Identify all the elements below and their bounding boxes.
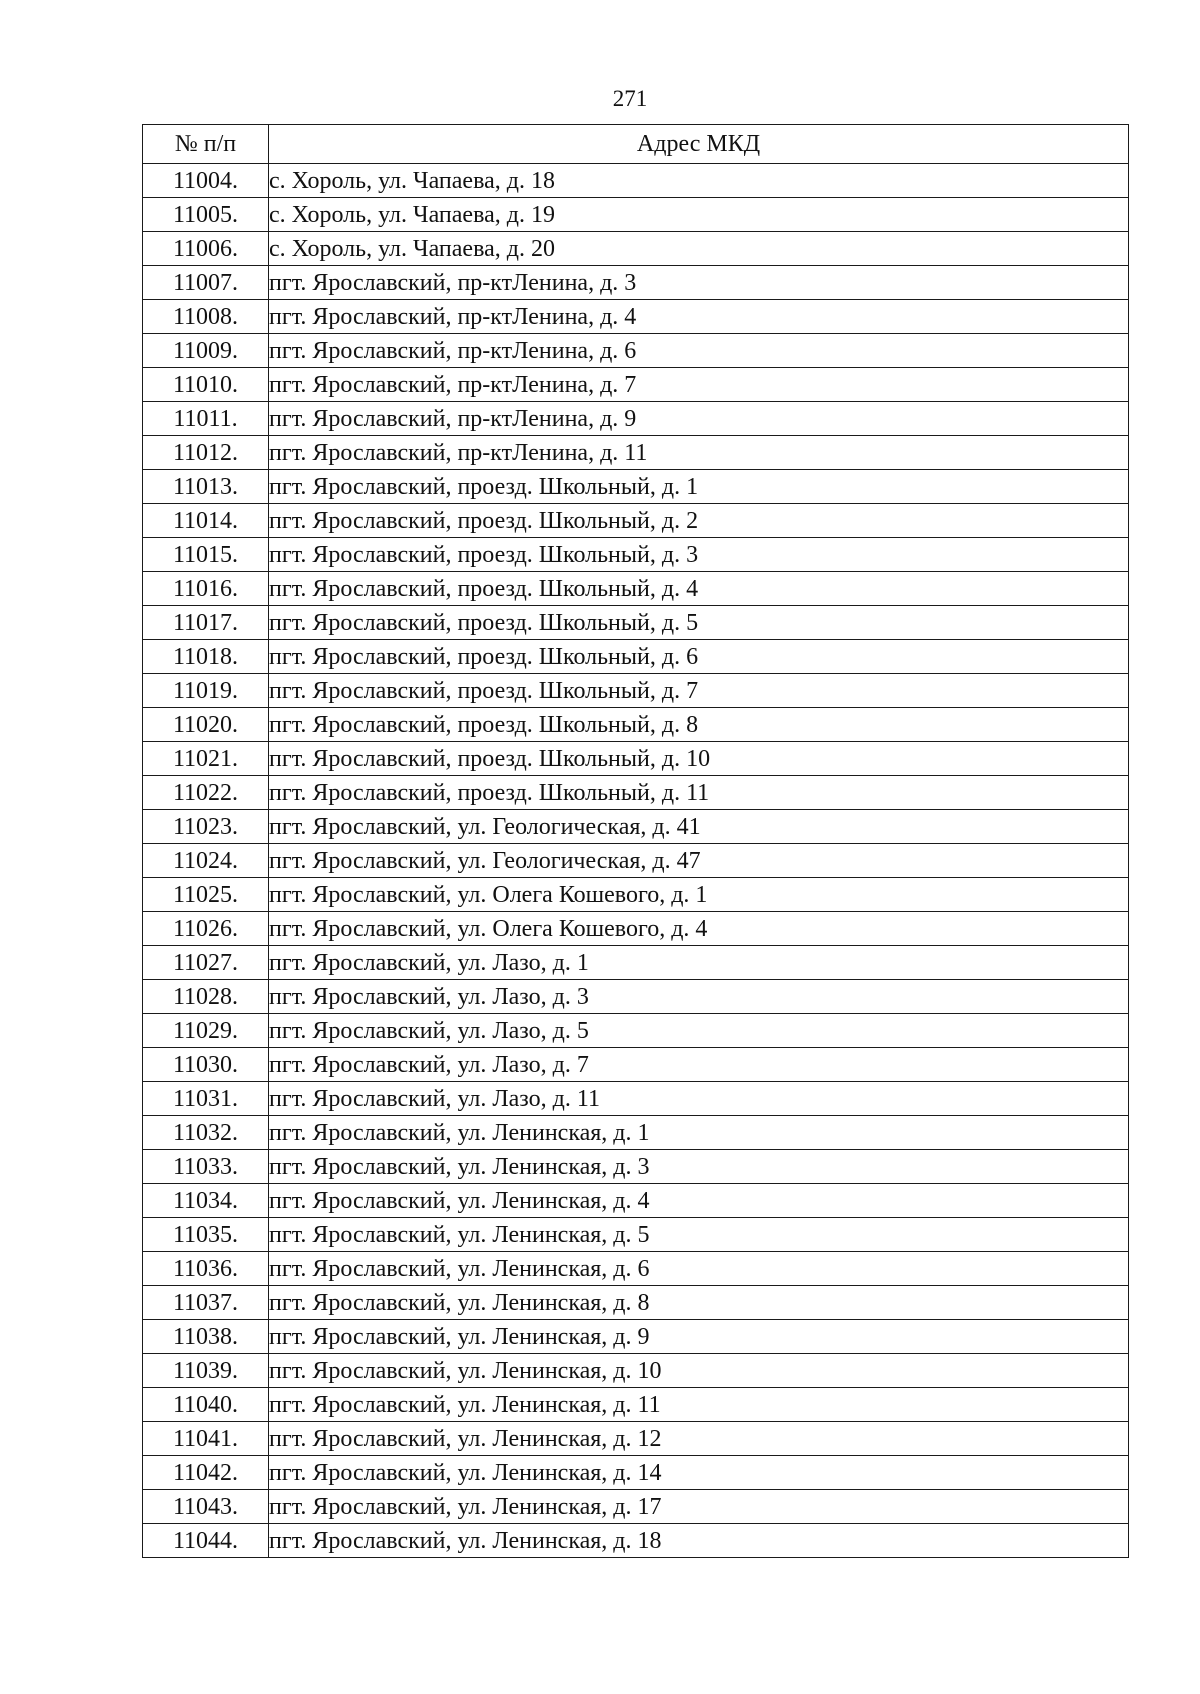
address-cell: пгт. Ярославский, пр-ктЛенина, д. 3 — [269, 266, 1129, 300]
table-row — [143, 1354, 1129, 1388]
row-number-cell: 11042. — [143, 1456, 269, 1490]
address-cell: пгт. Ярославский, пр-ктЛенина, д. 4 — [269, 300, 1129, 334]
address-cell: пгт. Ярославский, ул. Ленинская, д. 9 — [269, 1320, 1129, 1354]
address-cell: пгт. Ярославский, ул. Ленинская, д. 11 — [269, 1388, 1129, 1422]
table-row — [143, 164, 1129, 198]
table-row — [143, 198, 1129, 232]
address-cell: пгт. Ярославский, ул. Геологическая, д. 41 — [269, 810, 1129, 844]
address-cell: пгт. Ярославский, проезд. Школьный, д. 1 — [269, 470, 1129, 504]
address-cell: пгт. Ярославский, проезд. Школьный, д. 5 — [269, 606, 1129, 640]
table-row — [143, 1048, 1129, 1082]
table-row — [143, 538, 1129, 572]
address-cell: пгт. Ярославский, ул. Лазо, д. 1 — [269, 946, 1129, 980]
row-number-cell: 11005. — [143, 198, 269, 232]
table-header — [143, 125, 1129, 164]
table-row — [143, 1116, 1129, 1150]
address-cell: пгт. Ярославский, пр-ктЛенина, д. 7 — [269, 368, 1129, 402]
address-cell: пгт. Ярославский, ул. Лазо, д. 7 — [269, 1048, 1129, 1082]
table-row — [143, 1218, 1129, 1252]
address-cell: с. Хороль, ул. Чапаева, д. 18 — [269, 164, 1129, 198]
row-number-cell: 11034. — [143, 1184, 269, 1218]
row-number-cell: 11006. — [143, 232, 269, 266]
table-row — [143, 674, 1129, 708]
table-row — [143, 1490, 1129, 1524]
row-number-cell: 11012. — [143, 436, 269, 470]
table-row — [143, 878, 1129, 912]
header-row — [143, 125, 1129, 164]
address-cell: пгт. Ярославский, проезд. Школьный, д. 3 — [269, 538, 1129, 572]
row-number-cell: 11036. — [143, 1252, 269, 1286]
row-number-cell: 11017. — [143, 606, 269, 640]
row-number-cell: 11026. — [143, 912, 269, 946]
row-number-cell: 11025. — [143, 878, 269, 912]
address-cell: пгт. Ярославский, пр-ктЛенина, д. 9 — [269, 402, 1129, 436]
row-number-cell: 11024. — [143, 844, 269, 878]
row-number-cell: 11009. — [143, 334, 269, 368]
row-number-cell: 11013. — [143, 470, 269, 504]
row-number-cell: 11021. — [143, 742, 269, 776]
table-row — [143, 334, 1129, 368]
table-row — [143, 640, 1129, 674]
table-row — [143, 368, 1129, 402]
table-row — [143, 1524, 1129, 1558]
address-cell: пгт. Ярославский, ул. Олега Кошевого, д. 4 — [269, 912, 1129, 946]
table-row — [143, 946, 1129, 980]
table-row — [143, 1456, 1129, 1490]
table-row — [143, 810, 1129, 844]
row-number-cell: 11031. — [143, 1082, 269, 1116]
row-number-cell: 11041. — [143, 1422, 269, 1456]
address-cell: пгт. Ярославский, ул. Ленинская, д. 1 — [269, 1116, 1129, 1150]
row-number-cell: 11015. — [143, 538, 269, 572]
address-cell: пгт. Ярославский, ул. Олега Кошевого, д. 1 — [269, 878, 1129, 912]
table-row — [143, 470, 1129, 504]
row-number-cell: 11040. — [143, 1388, 269, 1422]
row-number-cell: 11033. — [143, 1150, 269, 1184]
row-number-cell: 11018. — [143, 640, 269, 674]
table-row — [143, 980, 1129, 1014]
table-row — [143, 300, 1129, 334]
address-table — [142, 124, 1129, 1558]
row-number-cell: 11016. — [143, 572, 269, 606]
row-number-cell: 11008. — [143, 300, 269, 334]
address-cell: пгт. Ярославский, ул. Ленинская, д. 17 — [269, 1490, 1129, 1524]
table-row — [143, 1252, 1129, 1286]
row-number-cell: 11023. — [143, 810, 269, 844]
row-number-cell: 11027. — [143, 946, 269, 980]
table-body — [143, 164, 1129, 1558]
table-row — [143, 232, 1129, 266]
address-cell: пгт. Ярославский, ул. Ленинская, д. 12 — [269, 1422, 1129, 1456]
row-number-cell: 11044. — [143, 1524, 269, 1558]
address-cell: пгт. Ярославский, ул. Ленинская, д. 4 — [269, 1184, 1129, 1218]
column-header-number: № п/п — [143, 125, 269, 164]
row-number-cell: 11004. — [143, 164, 269, 198]
row-number-cell: 11019. — [143, 674, 269, 708]
address-cell: пгт. Ярославский, проезд. Школьный, д. 6 — [269, 640, 1129, 674]
address-cell: пгт. Ярославский, проезд. Школьный, д. 4 — [269, 572, 1129, 606]
row-number-cell: 11038. — [143, 1320, 269, 1354]
address-cell: пгт. Ярославский, ул. Ленинская, д. 18 — [269, 1524, 1129, 1558]
table-row — [143, 1388, 1129, 1422]
address-cell: пгт. Ярославский, ул. Ленинская, д. 6 — [269, 1252, 1129, 1286]
table-row — [143, 504, 1129, 538]
table-row — [143, 742, 1129, 776]
address-cell: пгт. Ярославский, пр-ктЛенина, д. 11 — [269, 436, 1129, 470]
address-cell: пгт. Ярославский, ул. Лазо, д. 5 — [269, 1014, 1129, 1048]
address-cell: с. Хороль, ул. Чапаева, д. 20 — [269, 232, 1129, 266]
address-cell: пгт. Ярославский, проезд. Школьный, д. 8 — [269, 708, 1129, 742]
row-number-cell: 11037. — [143, 1286, 269, 1320]
table-row — [143, 708, 1129, 742]
row-number-cell: 11029. — [143, 1014, 269, 1048]
row-number-cell: 11035. — [143, 1218, 269, 1252]
column-header-address: Адрес МКД — [269, 125, 1129, 164]
table-row — [143, 266, 1129, 300]
address-cell: пгт. Ярославский, ул. Ленинская, д. 10 — [269, 1354, 1129, 1388]
table-row — [143, 1082, 1129, 1116]
row-number-cell: 11030. — [143, 1048, 269, 1082]
row-number-cell: 11028. — [143, 980, 269, 1014]
table-row — [143, 606, 1129, 640]
address-cell: пгт. Ярославский, проезд. Школьный, д. 11 — [269, 776, 1129, 810]
row-number-cell: 11020. — [143, 708, 269, 742]
row-number-cell: 11011. — [143, 402, 269, 436]
row-number-cell: 11007. — [143, 266, 269, 300]
row-number-cell: 11043. — [143, 1490, 269, 1524]
row-number-cell: 11032. — [143, 1116, 269, 1150]
table-row — [143, 912, 1129, 946]
address-cell: пгт. Ярославский, ул. Ленинская, д. 5 — [269, 1218, 1129, 1252]
table-row — [143, 402, 1129, 436]
row-number-cell: 11010. — [143, 368, 269, 402]
address-cell: пгт. Ярославский, проезд. Школьный, д. 2 — [269, 504, 1129, 538]
table-row — [143, 572, 1129, 606]
table-row — [143, 1014, 1129, 1048]
page-number: 271 — [612, 86, 648, 111]
table-row — [143, 436, 1129, 470]
address-cell: с. Хороль, ул. Чапаева, д. 19 — [269, 198, 1129, 232]
address-cell: пгт. Ярославский, ул. Ленинская, д. 8 — [269, 1286, 1129, 1320]
address-cell: пгт. Ярославский, проезд. Школьный, д. 10 — [269, 742, 1129, 776]
row-number-cell: 11039. — [143, 1354, 269, 1388]
address-cell: пгт. Ярославский, ул. Геологическая, д. 47 — [269, 844, 1129, 878]
table-row — [143, 1150, 1129, 1184]
row-number-cell: 11014. — [143, 504, 269, 538]
address-cell: пгт. Ярославский, пр-ктЛенина, д. 6 — [269, 334, 1129, 368]
row-number-cell: 11022. — [143, 776, 269, 810]
address-cell: пгт. Ярославский, ул. Ленинская, д. 14 — [269, 1456, 1129, 1490]
table-row — [143, 1320, 1129, 1354]
table-row — [143, 844, 1129, 878]
table-row — [143, 1286, 1129, 1320]
table-row — [143, 1422, 1129, 1456]
address-cell: пгт. Ярославский, ул. Ленинская, д. 3 — [269, 1150, 1129, 1184]
address-cell: пгт. Ярославский, проезд. Школьный, д. 7 — [269, 674, 1129, 708]
table-row — [143, 1184, 1129, 1218]
address-cell: пгт. Ярославский, ул. Лазо, д. 3 — [269, 980, 1129, 1014]
address-cell: пгт. Ярославский, ул. Лазо, д. 11 — [269, 1082, 1129, 1116]
table-row — [143, 776, 1129, 810]
